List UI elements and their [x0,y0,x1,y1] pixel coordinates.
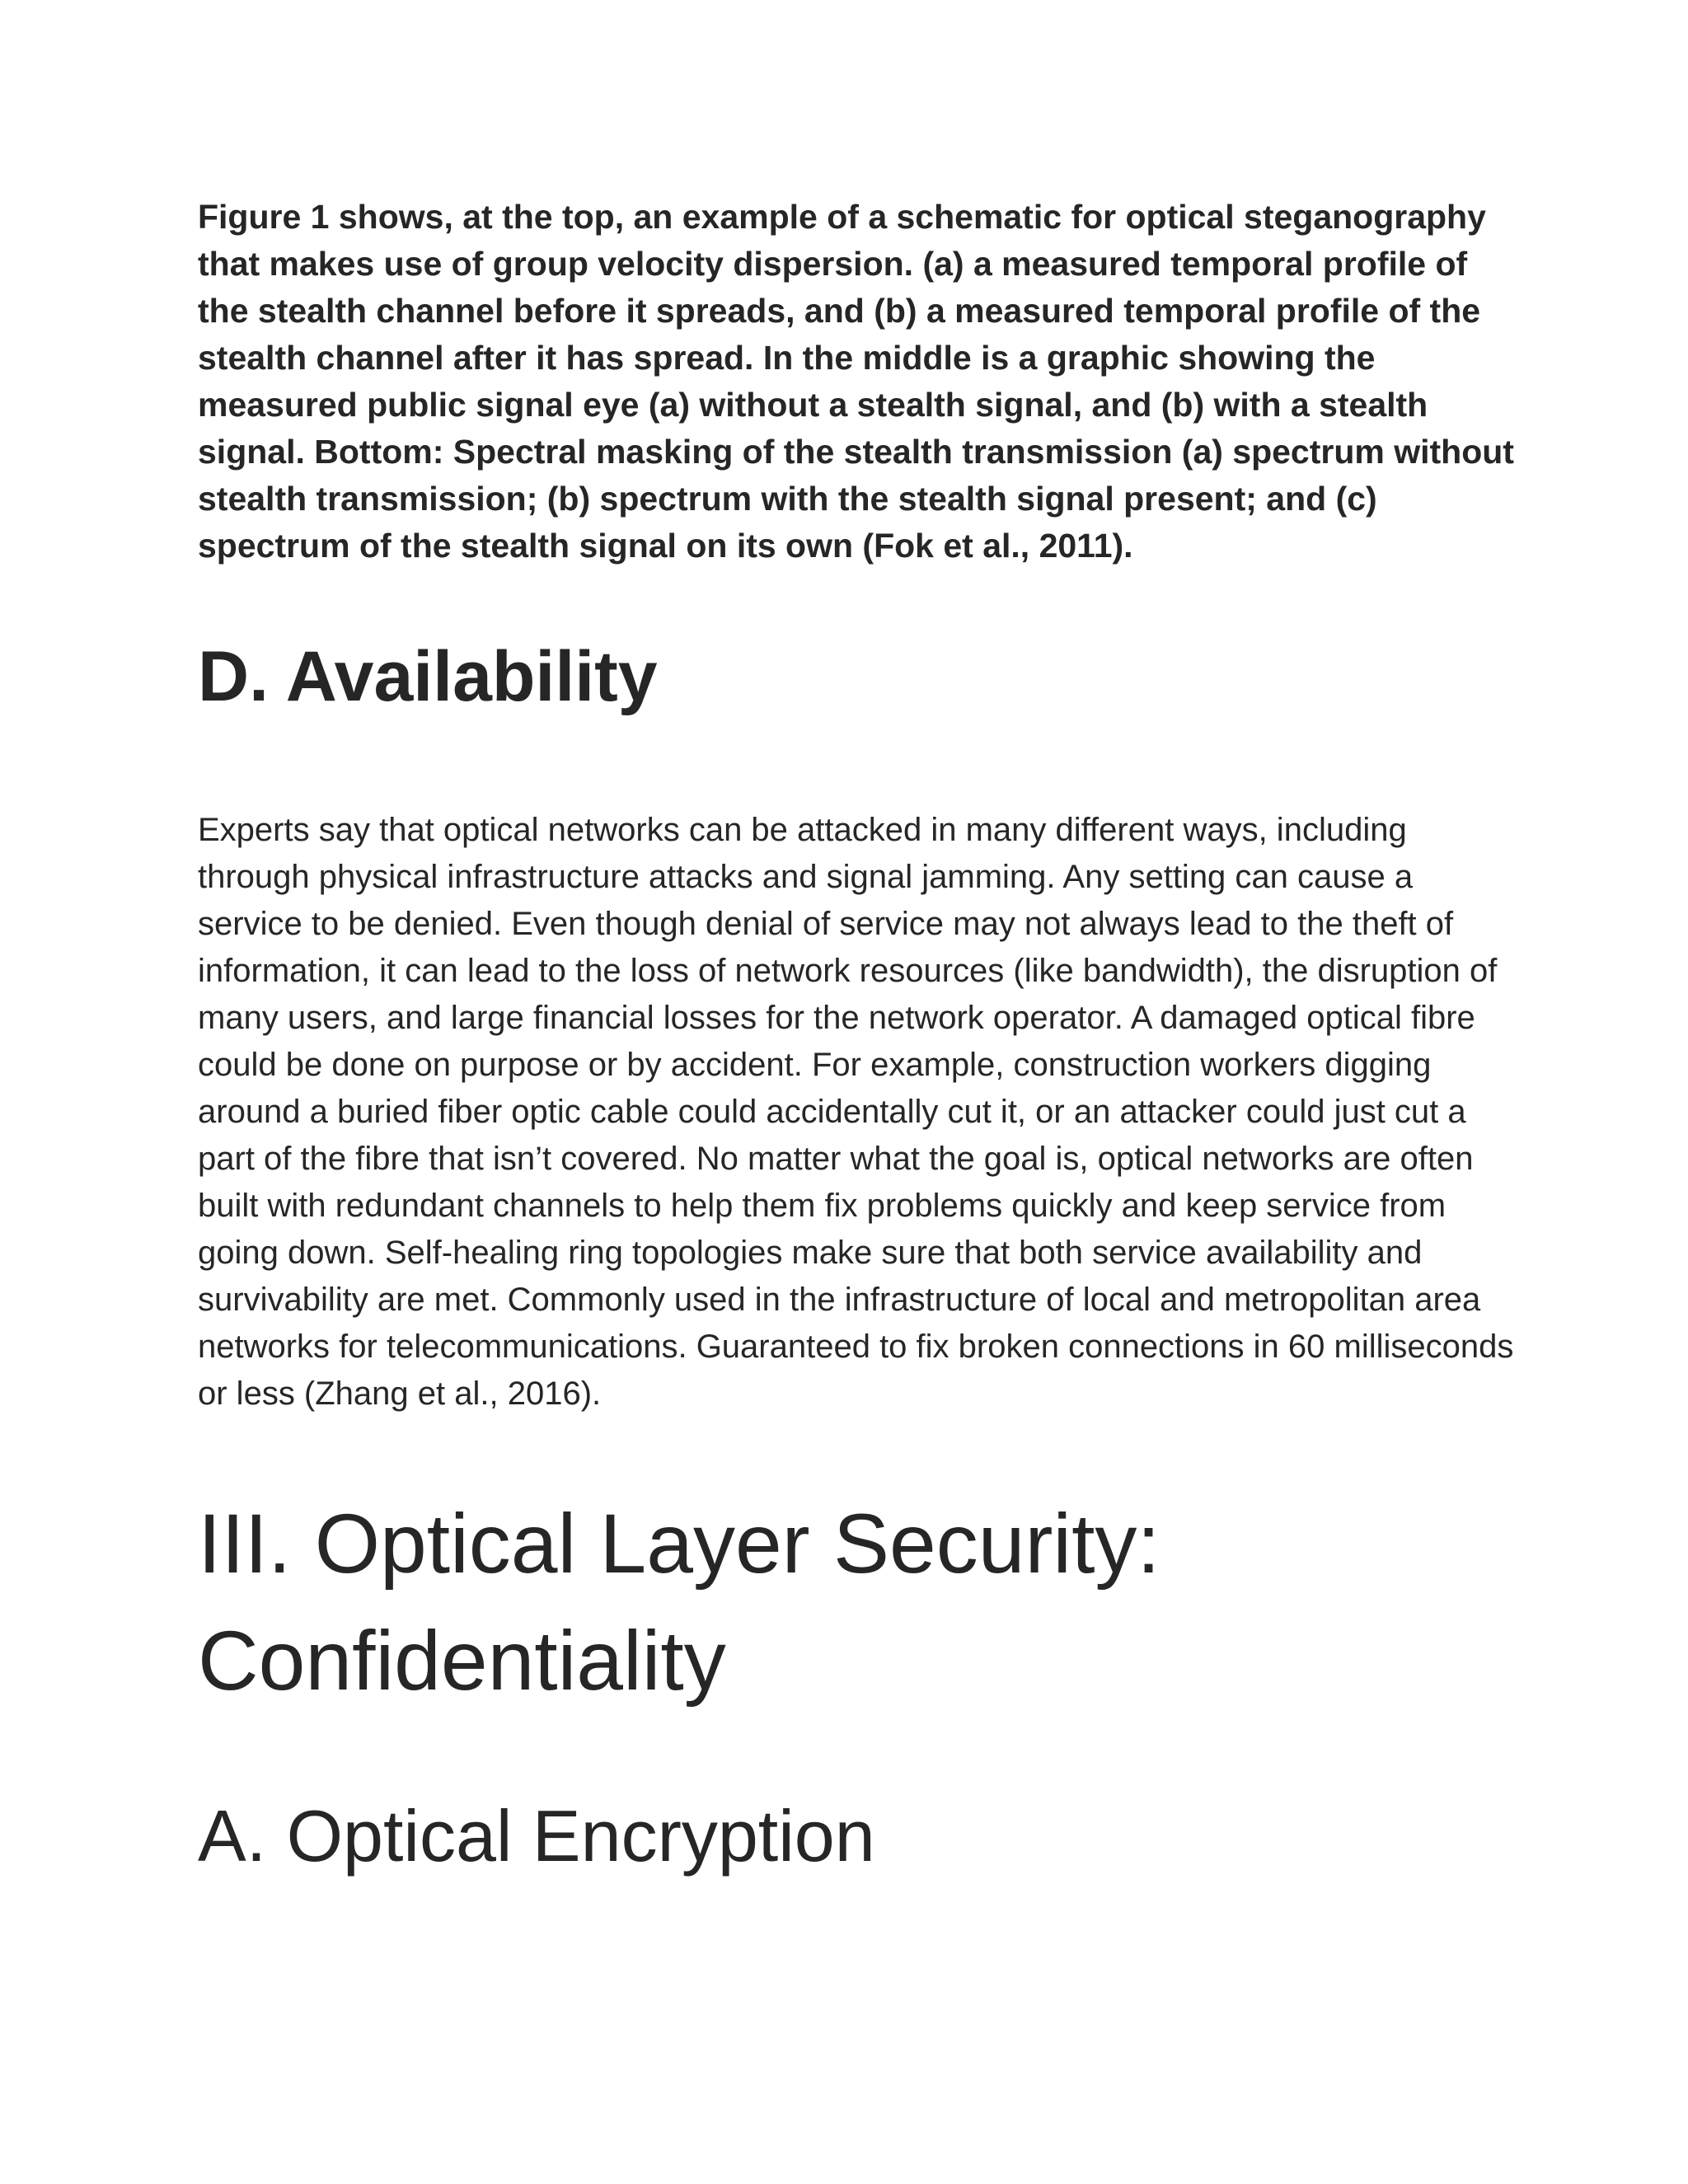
subsection-heading: A. Optical Encryption [198,1795,875,1877]
figure-caption: Figure 1 shows, at the top, an example of a schematic for optical steganography that makes use of group velocity dispersion. (a) a measured temporal profile of the stealth channel before it spreads, and (b) a measured temporal profile of the stealth channel after it has spread. In the middle is a graphic showing the measured public signal eye (a) without a stealth signal, and (b) with a stealth signal. Bottom: Spectral masking of the stealth transmission (a) spectrum without stealth transmission; (b) spectrum with the stealth signal present; and (c) spectrum of the stealth signal on its own (Fok et al., 2011). [198,198,1514,565]
availability-heading: D. Availability [198,637,658,716]
document-page [198,194,1525,1879]
section-heading: III. Optical Layer Security: Confidentiality [198,1497,1160,1708]
availability-paragraph: Experts say that optical networks can be attacked in many different ways, including through physical infrastructure attacks and signal jamming. Any setting can cause a service to be denied. Even though denial of service may not always lead to the theft of information, it can lead to the loss of network resources (like bandwidth), the disruption of many users, and large financial losses for the network operator. A damaged optical fibre could be done on purpose or by accident. For example, construction workers digging around a buried fiber optic cable could accidentally cut it, or an attacker could just cut a part of the fibre that isn’t covered. No matter what the goal is, optical networks are often built with redundant channels to help them fix problems quickly and keep service from going down. Self-healing ring topologies make sure that both service availability and survivability are met. Commonly used in the infrastructure of local and metropolitan area networks for telecommunications. Guaranteed to fix broken connections in 60 milliseconds or less (Zhang et al., 2016). [198,812,1514,1412]
